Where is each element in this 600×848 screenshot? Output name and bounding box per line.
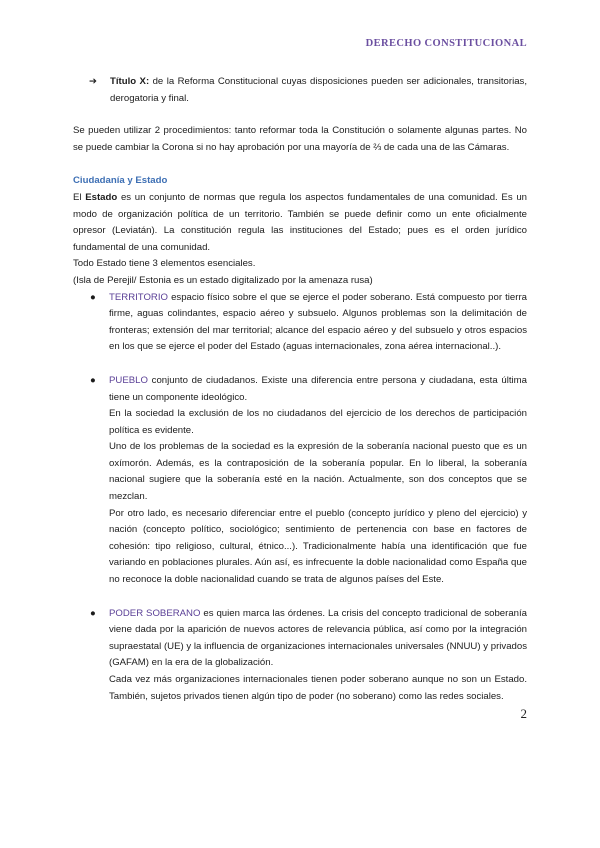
territorio-text: espacio físico sobre el que se ejerce el poder soberano. Está compuesto por tierra firme, aguas colindantes, espacio aéreo y subsuelo. Algunos problemas son la delimitación de fronteras; extensión del mar territorial; alcance del espacio aéreo y del subsuelo y otros espacios en los que se ejerce el poder del Estado (aguas internacionales, zona aérea internacional..). <box>109 291 527 353</box>
poder-bullet <box>73 606 527 672</box>
elements-line: Todo Estado tiene 3 elementos esenciales. <box>73 258 256 270</box>
procedimientos-paragraph: Se pueden utilizar 2 procedimientos: tanto reformar toda la Constitución o solamente algunas partes. No se puede cambiar la Corona si no hay aprobación por una mayoría de ⅔ de cada una de las Cámaras. <box>73 125 527 153</box>
estado-bold-term: Estado <box>85 191 118 203</box>
page-header-title: DERECHO CONSTITUCIONAL <box>365 38 527 49</box>
pueblo-term: PUEBLO <box>109 374 148 386</box>
page-number: 2 <box>520 706 527 721</box>
page-content <box>73 74 527 705</box>
titulo-x-text: de la Reforma Constitucional cuyas disposiciones pueden ser adicionales, transitorias, derogatoria y final. <box>110 76 528 104</box>
section-title: Ciudadanía y Estado <box>73 175 168 187</box>
territorio-term: TERRITORIO <box>109 291 168 303</box>
bullet-dot-icon: ● <box>90 374 96 386</box>
pueblo-paragraph-4: Por otro lado, es necesario diferenciar entre el pueblo (concepto jurídico y pleno del ejercicio) y nación (concepto político, sociológico; sentimiento de pertenencia con base en factores de cohesión: tipo religioso, cultural, étnico...). Tradicionalmente había una identificación que fue variando en poblaciones plurales. Aún así, es infrecuente la doble nacionalidad como España que no reconoce la doble nacionalidad cuando se trata de algunos países del Este. <box>109 507 527 586</box>
pueblo-text: conjunto de ciudadanos. Existe una diferencia entre persona y ciudadana, esta última tiene un componente ideológico. <box>109 374 527 403</box>
pueblo-paragraph-2: En la sociedad la exclusión de los no ciudadanos del ejercicio de los derechos de participación política es evidente. <box>109 408 527 436</box>
titulo-x-item <box>73 74 527 107</box>
poder-text: es quien marca las órdenes. La crisis del concepto tradicional de soberanía viene dada por la aparición de nuevos actores de relevancia pública, así como por la integración supraestatal (UE) y la influencia de organizaciones internacionales universales (NNUU) y privados (GAFAM) en la era de la globalización. <box>109 607 527 669</box>
bullet-dot-icon: ● <box>90 291 96 303</box>
poder-paragraph-2: Cada vez más organizaciones internacionales tienen poder soberano aunque no son un Estado. También, sujetos privados tienen algún tipo de poder (no soberano) como las redes sociales. <box>109 674 527 702</box>
poder-term: PODER SOBERANO <box>109 607 201 619</box>
arrow-right-icon: ➔ <box>89 76 98 87</box>
titulo-x-label: Título X: <box>110 76 150 87</box>
pueblo-bullet <box>73 373 527 406</box>
note-line: (Isla de Perejil/ Estonia es un estado digitalizado por la amenaza rusa) <box>73 274 373 286</box>
bullet-dot-icon: ● <box>90 607 96 619</box>
pueblo-paragraph-3: Uno de los problemas de la sociedad es la expresión de la soberanía nacional puesto que es un oxímorón. Además, es la contraposición de la soberanía popular. En lo liberal, la soberanía nacional sugiere que la soberanía esté en la nación. Actualmente, son dos conceptos que se mezclan. <box>109 441 527 503</box>
estado-intro-rest: es un conjunto de normas que regula los aspectos fundamentales de una comunidad. Es un modo de organización política de un territorio. También se puede definir como un ente oficialmente opresor (Leviatán). La constitución regula las instituciones del Estado; pues es el orden jurídico fundamental de una comunidad. <box>73 191 528 253</box>
territorio-bullet <box>73 290 527 356</box>
estado-intro-paragraph <box>73 190 527 256</box>
estado-intro-prefix: El <box>73 191 86 203</box>
